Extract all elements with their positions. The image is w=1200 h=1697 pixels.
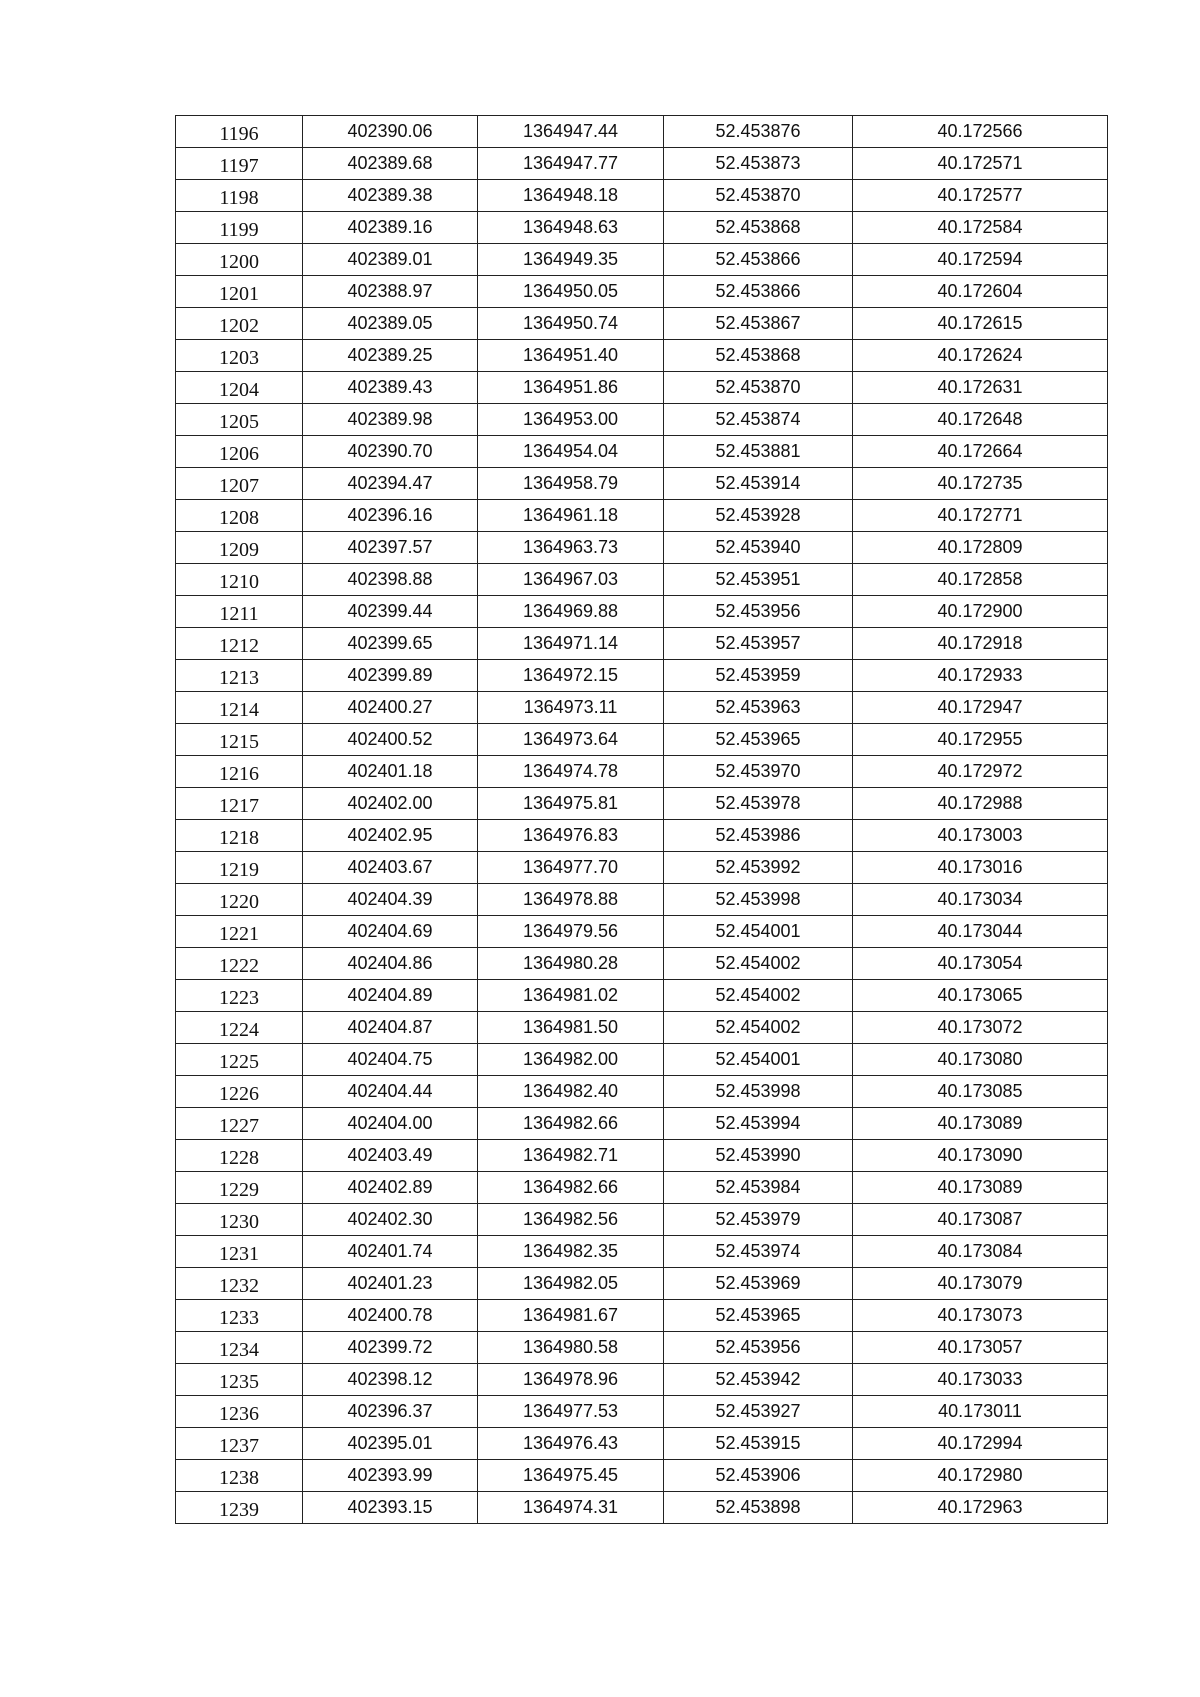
x-coordinate-cell: 402403.49 [303,1140,478,1172]
table-row [176,436,1108,468]
table-row [176,1204,1108,1236]
x-coordinate-cell: 402402.00 [303,788,478,820]
latitude-cell: 52.453969 [664,1268,853,1300]
x-coordinate-cell: 402389.68 [303,148,478,180]
table-row [176,148,1108,180]
point-number-cell: 1225 [176,1044,303,1076]
longitude-cell: 40.172664 [853,436,1108,468]
longitude-cell: 40.173033 [853,1364,1108,1396]
latitude-cell: 52.453915 [664,1428,853,1460]
y-coordinate-cell: 1364974.78 [478,756,664,788]
longitude-cell: 40.173085 [853,1076,1108,1108]
table-row [176,532,1108,564]
longitude-cell: 40.172963 [853,1492,1108,1524]
longitude-cell: 40.172900 [853,596,1108,628]
table-row [176,1364,1108,1396]
longitude-cell: 40.172918 [853,628,1108,660]
y-coordinate-cell: 1364976.83 [478,820,664,852]
x-coordinate-cell: 402389.38 [303,180,478,212]
table-row [176,564,1108,596]
longitude-cell: 40.173016 [853,852,1108,884]
y-coordinate-cell: 1364963.73 [478,532,664,564]
table-row [176,660,1108,692]
table-row [176,1460,1108,1492]
table-row [176,596,1108,628]
point-number-cell: 1219 [176,852,303,884]
latitude-cell: 52.453979 [664,1204,853,1236]
x-coordinate-cell: 402401.74 [303,1236,478,1268]
latitude-cell: 52.453990 [664,1140,853,1172]
y-coordinate-cell: 1364949.35 [478,244,664,276]
longitude-cell: 40.173034 [853,884,1108,916]
latitude-cell: 52.453998 [664,1076,853,1108]
point-number-cell: 1224 [176,1012,303,1044]
x-coordinate-cell: 402404.44 [303,1076,478,1108]
x-coordinate-cell: 402403.67 [303,852,478,884]
point-number-cell: 1229 [176,1172,303,1204]
point-number-cell: 1209 [176,532,303,564]
longitude-cell: 40.172604 [853,276,1108,308]
x-coordinate-cell: 402404.86 [303,948,478,980]
point-number-cell: 1232 [176,1268,303,1300]
x-coordinate-cell: 402404.75 [303,1044,478,1076]
y-coordinate-cell: 1364971.14 [478,628,664,660]
y-coordinate-cell: 1364981.50 [478,1012,664,1044]
latitude-cell: 52.453898 [664,1492,853,1524]
table-row [176,1300,1108,1332]
latitude-cell: 52.453942 [664,1364,853,1396]
latitude-cell: 52.453970 [664,756,853,788]
point-number-cell: 1210 [176,564,303,596]
longitude-cell: 40.172988 [853,788,1108,820]
point-number-cell: 1221 [176,916,303,948]
point-number-cell: 1238 [176,1460,303,1492]
longitude-cell: 40.172615 [853,308,1108,340]
table-row [176,116,1108,148]
point-number-cell: 1202 [176,308,303,340]
table-row [176,372,1108,404]
point-number-cell: 1231 [176,1236,303,1268]
table-row [176,852,1108,884]
table-row [176,500,1108,532]
point-number-cell: 1204 [176,372,303,404]
latitude-cell: 52.453867 [664,308,853,340]
y-coordinate-cell: 1364947.44 [478,116,664,148]
y-coordinate-cell: 1364973.11 [478,692,664,724]
latitude-cell: 52.453957 [664,628,853,660]
latitude-cell: 52.453956 [664,596,853,628]
latitude-cell: 52.453928 [664,500,853,532]
x-coordinate-cell: 402402.30 [303,1204,478,1236]
point-number-cell: 1237 [176,1428,303,1460]
longitude-cell: 40.172933 [853,660,1108,692]
point-number-cell: 1235 [176,1364,303,1396]
longitude-cell: 40.173057 [853,1332,1108,1364]
table-row [176,884,1108,916]
x-coordinate-cell: 402396.16 [303,500,478,532]
longitude-cell: 40.172735 [853,468,1108,500]
table-row [176,180,1108,212]
point-number-cell: 1214 [176,692,303,724]
table-row [176,1108,1108,1140]
longitude-cell: 40.172771 [853,500,1108,532]
y-coordinate-cell: 1364974.31 [478,1492,664,1524]
y-coordinate-cell: 1364982.71 [478,1140,664,1172]
y-coordinate-cell: 1364972.15 [478,660,664,692]
x-coordinate-cell: 402398.12 [303,1364,478,1396]
y-coordinate-cell: 1364977.70 [478,852,664,884]
point-number-cell: 1207 [176,468,303,500]
longitude-cell: 40.172594 [853,244,1108,276]
table-row [176,1172,1108,1204]
latitude-cell: 52.453868 [664,212,853,244]
longitude-cell: 40.172972 [853,756,1108,788]
point-number-cell: 1212 [176,628,303,660]
latitude-cell: 52.453906 [664,1460,853,1492]
y-coordinate-cell: 1364980.58 [478,1332,664,1364]
longitude-cell: 40.172624 [853,340,1108,372]
table-row [176,308,1108,340]
y-coordinate-cell: 1364982.66 [478,1108,664,1140]
longitude-cell: 40.172577 [853,180,1108,212]
y-coordinate-cell: 1364967.03 [478,564,664,596]
table-row [176,628,1108,660]
latitude-cell: 52.453965 [664,724,853,756]
x-coordinate-cell: 402401.23 [303,1268,478,1300]
x-coordinate-cell: 402397.57 [303,532,478,564]
latitude-cell: 52.454001 [664,916,853,948]
latitude-cell: 52.453965 [664,1300,853,1332]
x-coordinate-cell: 402395.01 [303,1428,478,1460]
latitude-cell: 52.453866 [664,276,853,308]
latitude-cell: 52.453951 [664,564,853,596]
x-coordinate-cell: 402400.78 [303,1300,478,1332]
table-row [176,1428,1108,1460]
latitude-cell: 52.454002 [664,980,853,1012]
longitude-cell: 40.172809 [853,532,1108,564]
x-coordinate-cell: 402390.06 [303,116,478,148]
point-number-cell: 1226 [176,1076,303,1108]
y-coordinate-cell: 1364948.63 [478,212,664,244]
point-number-cell: 1220 [176,884,303,916]
x-coordinate-cell: 402404.89 [303,980,478,1012]
point-number-cell: 1206 [176,436,303,468]
x-coordinate-cell: 402404.39 [303,884,478,916]
latitude-cell: 52.453978 [664,788,853,820]
latitude-cell: 52.453876 [664,116,853,148]
longitude-cell: 40.173072 [853,1012,1108,1044]
point-number-cell: 1230 [176,1204,303,1236]
x-coordinate-cell: 402399.89 [303,660,478,692]
y-coordinate-cell: 1364948.18 [478,180,664,212]
longitude-cell: 40.172994 [853,1428,1108,1460]
x-coordinate-cell: 402389.05 [303,308,478,340]
point-number-cell: 1234 [176,1332,303,1364]
x-coordinate-cell: 402393.99 [303,1460,478,1492]
coordinates-table-body [176,116,1108,1524]
latitude-cell: 52.453914 [664,468,853,500]
y-coordinate-cell: 1364977.53 [478,1396,664,1428]
latitude-cell: 52.453986 [664,820,853,852]
point-number-cell: 1223 [176,980,303,1012]
x-coordinate-cell: 402404.00 [303,1108,478,1140]
longitude-cell: 40.172858 [853,564,1108,596]
table-row [176,692,1108,724]
y-coordinate-cell: 1364973.64 [478,724,664,756]
latitude-cell: 52.453870 [664,180,853,212]
point-number-cell: 1227 [176,1108,303,1140]
longitude-cell: 40.172566 [853,116,1108,148]
y-coordinate-cell: 1364982.56 [478,1204,664,1236]
point-number-cell: 1199 [176,212,303,244]
table-row [176,1396,1108,1428]
x-coordinate-cell: 402404.87 [303,1012,478,1044]
x-coordinate-cell: 402393.15 [303,1492,478,1524]
y-coordinate-cell: 1364975.45 [478,1460,664,1492]
table-row [176,1012,1108,1044]
point-number-cell: 1218 [176,820,303,852]
table-row [176,468,1108,500]
y-coordinate-cell: 1364979.56 [478,916,664,948]
x-coordinate-cell: 402399.65 [303,628,478,660]
longitude-cell: 40.172571 [853,148,1108,180]
table-row [176,1268,1108,1300]
table-row [176,1044,1108,1076]
latitude-cell: 52.453874 [664,404,853,436]
y-coordinate-cell: 1364954.04 [478,436,664,468]
y-coordinate-cell: 1364982.00 [478,1044,664,1076]
latitude-cell: 52.453992 [664,852,853,884]
latitude-cell: 52.453870 [664,372,853,404]
table-row [176,1076,1108,1108]
latitude-cell: 52.453984 [664,1172,853,1204]
table-row [176,404,1108,436]
point-number-cell: 1239 [176,1492,303,1524]
point-number-cell: 1215 [176,724,303,756]
x-coordinate-cell: 402394.47 [303,468,478,500]
latitude-cell: 52.453881 [664,436,853,468]
point-number-cell: 1203 [176,340,303,372]
longitude-cell: 40.172584 [853,212,1108,244]
x-coordinate-cell: 402389.25 [303,340,478,372]
x-coordinate-cell: 402399.44 [303,596,478,628]
table-row [176,212,1108,244]
latitude-cell: 52.453959 [664,660,853,692]
x-coordinate-cell: 402388.97 [303,276,478,308]
y-coordinate-cell: 1364980.28 [478,948,664,980]
coordinates-table [175,115,1108,1524]
y-coordinate-cell: 1364953.00 [478,404,664,436]
x-coordinate-cell: 402389.16 [303,212,478,244]
longitude-cell: 40.173089 [853,1108,1108,1140]
table-row [176,244,1108,276]
table-row [176,340,1108,372]
y-coordinate-cell: 1364982.66 [478,1172,664,1204]
x-coordinate-cell: 402399.72 [303,1332,478,1364]
longitude-cell: 40.173084 [853,1236,1108,1268]
point-number-cell: 1205 [176,404,303,436]
longitude-cell: 40.173089 [853,1172,1108,1204]
y-coordinate-cell: 1364975.81 [478,788,664,820]
longitude-cell: 40.173087 [853,1204,1108,1236]
point-number-cell: 1222 [176,948,303,980]
table-row [176,724,1108,756]
longitude-cell: 40.173003 [853,820,1108,852]
x-coordinate-cell: 402402.95 [303,820,478,852]
y-coordinate-cell: 1364982.35 [478,1236,664,1268]
longitude-cell: 40.173073 [853,1300,1108,1332]
point-number-cell: 1211 [176,596,303,628]
x-coordinate-cell: 402396.37 [303,1396,478,1428]
longitude-cell: 40.173080 [853,1044,1108,1076]
point-number-cell: 1217 [176,788,303,820]
longitude-cell: 40.173054 [853,948,1108,980]
longitude-cell: 40.172648 [853,404,1108,436]
point-number-cell: 1200 [176,244,303,276]
table-row [176,1332,1108,1364]
point-number-cell: 1228 [176,1140,303,1172]
x-coordinate-cell: 402398.88 [303,564,478,596]
point-number-cell: 1213 [176,660,303,692]
x-coordinate-cell: 402404.69 [303,916,478,948]
longitude-cell: 40.173011 [853,1396,1108,1428]
x-coordinate-cell: 402390.70 [303,436,478,468]
point-number-cell: 1216 [176,756,303,788]
y-coordinate-cell: 1364951.86 [478,372,664,404]
table-row [176,1236,1108,1268]
table-row [176,1140,1108,1172]
longitude-cell: 40.173090 [853,1140,1108,1172]
latitude-cell: 52.453994 [664,1108,853,1140]
latitude-cell: 52.453927 [664,1396,853,1428]
y-coordinate-cell: 1364961.18 [478,500,664,532]
longitude-cell: 40.173044 [853,916,1108,948]
point-number-cell: 1236 [176,1396,303,1428]
table-row [176,948,1108,980]
latitude-cell: 52.453963 [664,692,853,724]
longitude-cell: 40.173079 [853,1268,1108,1300]
table-row [176,276,1108,308]
x-coordinate-cell: 402389.01 [303,244,478,276]
y-coordinate-cell: 1364978.96 [478,1364,664,1396]
latitude-cell: 52.453873 [664,148,853,180]
latitude-cell: 52.454002 [664,1012,853,1044]
latitude-cell: 52.453956 [664,1332,853,1364]
y-coordinate-cell: 1364976.43 [478,1428,664,1460]
table-row [176,756,1108,788]
latitude-cell: 52.453866 [664,244,853,276]
y-coordinate-cell: 1364969.88 [478,596,664,628]
longitude-cell: 40.172631 [853,372,1108,404]
longitude-cell: 40.172947 [853,692,1108,724]
latitude-cell: 52.454002 [664,948,853,980]
point-number-cell: 1208 [176,500,303,532]
y-coordinate-cell: 1364951.40 [478,340,664,372]
point-number-cell: 1201 [176,276,303,308]
y-coordinate-cell: 1364950.05 [478,276,664,308]
x-coordinate-cell: 402401.18 [303,756,478,788]
point-number-cell: 1198 [176,180,303,212]
table-row [176,1492,1108,1524]
y-coordinate-cell: 1364982.40 [478,1076,664,1108]
table-row [176,788,1108,820]
y-coordinate-cell: 1364950.74 [478,308,664,340]
y-coordinate-cell: 1364978.88 [478,884,664,916]
y-coordinate-cell: 1364981.67 [478,1300,664,1332]
longitude-cell: 40.172980 [853,1460,1108,1492]
point-number-cell: 1197 [176,148,303,180]
y-coordinate-cell: 1364982.05 [478,1268,664,1300]
latitude-cell: 52.453974 [664,1236,853,1268]
table-row [176,980,1108,1012]
latitude-cell: 52.453940 [664,532,853,564]
y-coordinate-cell: 1364947.77 [478,148,664,180]
table-row [176,820,1108,852]
x-coordinate-cell: 402389.43 [303,372,478,404]
x-coordinate-cell: 402402.89 [303,1172,478,1204]
y-coordinate-cell: 1364958.79 [478,468,664,500]
longitude-cell: 40.173065 [853,980,1108,1012]
longitude-cell: 40.172955 [853,724,1108,756]
table-row [176,916,1108,948]
point-number-cell: 1196 [176,116,303,148]
x-coordinate-cell: 402400.52 [303,724,478,756]
latitude-cell: 52.454001 [664,1044,853,1076]
latitude-cell: 52.453998 [664,884,853,916]
point-number-cell: 1233 [176,1300,303,1332]
x-coordinate-cell: 402400.27 [303,692,478,724]
latitude-cell: 52.453868 [664,340,853,372]
x-coordinate-cell: 402389.98 [303,404,478,436]
y-coordinate-cell: 1364981.02 [478,980,664,1012]
